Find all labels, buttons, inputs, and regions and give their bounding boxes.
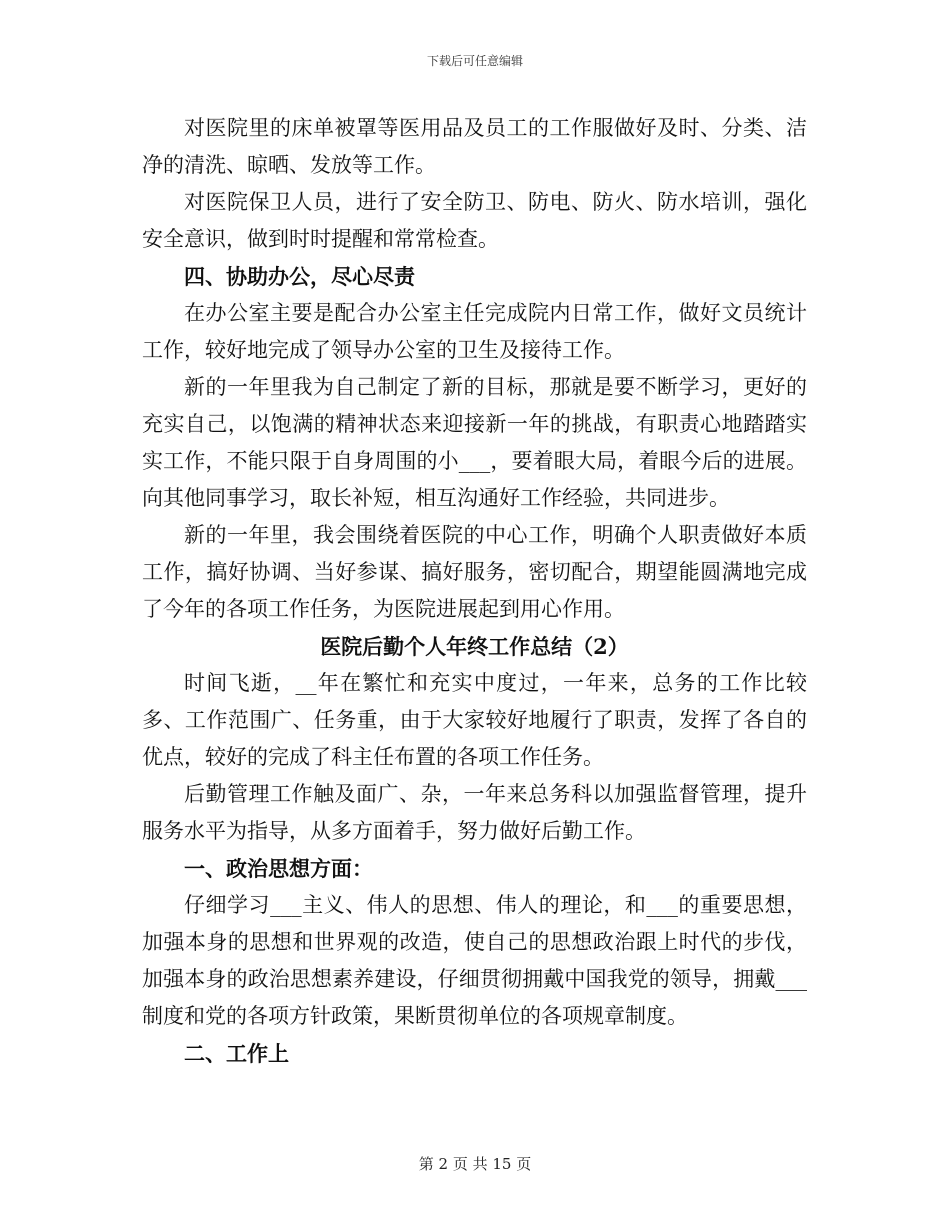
paragraph-new-year-plan: 新的一年里，我会围绕着医院的中心工作，明确个人职责做好本质工作，搞好协调、当好参谋、搞好服务，密切配合，期望能圆满地完成了今年的各项工作任务，为医院进展起到用心作用。 — [142, 523, 807, 621]
document-body — [142, 110, 807, 1072]
paragraph-office-work: 在办公室主要是配合办公室主任完成院内日常工作，做好文员统计工作，较好地完成了领导办公室的卫生及接待工作。 — [142, 301, 807, 362]
section-heading-office-assist: 四、协助办公，尽心尽责 — [184, 264, 415, 289]
page-number-footer: 第 2 页 共 15 页 — [418, 1155, 532, 1173]
paragraph-new-year-goals: 新的一年里我为自己制定了新的目标，那就是要不断学习，更好的充实自己，以饱满的精神状态来迎接新一年的挑战，有职责心地踏踏实实工作，不能只限于自身周围的小___，要着眼大局，着眼今后的进展。向其他同事学习，取长补短，相互沟通好工作经验，共同进步。 — [142, 375, 807, 510]
section-heading-political: 一、政治思想方面： — [184, 856, 373, 881]
header-note: 下载后可任意编辑 — [426, 54, 523, 68]
paragraph-logistics-management: 后勤管理工作触及面广、杂，一年来总务科以加强监督管理，提升服务水平为指导，从多方面着手，努力做好后勤工作。 — [142, 782, 807, 843]
paragraph-linen-cleaning: 对医院里的床单被罩等医用品及员工的工作服做好及时、分类、洁净的清洗、晾晒、发放等工作。 — [142, 116, 807, 177]
paragraph-political-study: 仔细学习___主义、伟人的思想、伟人的理论，和___的重要思想，加强本身的思想和世界观的改造，使自己的思想政治跟上时代的步伐，加强本身的政治思想素养建设，仔细贯彻拥戴中国我党的领导，拥戴___制度和党的各项方针政策，果断贯彻单位的各项规章制度。 — [142, 893, 807, 1028]
section-heading-work: 二、工作上 — [184, 1041, 289, 1066]
document-section-title: 医院后勤个人年终工作总结（2） — [320, 634, 629, 659]
paragraph-time-flies: 时间飞逝，__年在繁忙和充实中度过，一年来，总务的工作比较多、工作范围广、任务重，由于大家较好地履行了职责，发挥了各自的优点，较好的完成了科主任布置的各项工作任务。 — [142, 671, 807, 769]
paragraph-security-training: 对医院保卫人员，进行了安全防卫、防电、防火、防水培训，强化安全意识，做到时时提醒和常常检查。 — [142, 190, 807, 251]
